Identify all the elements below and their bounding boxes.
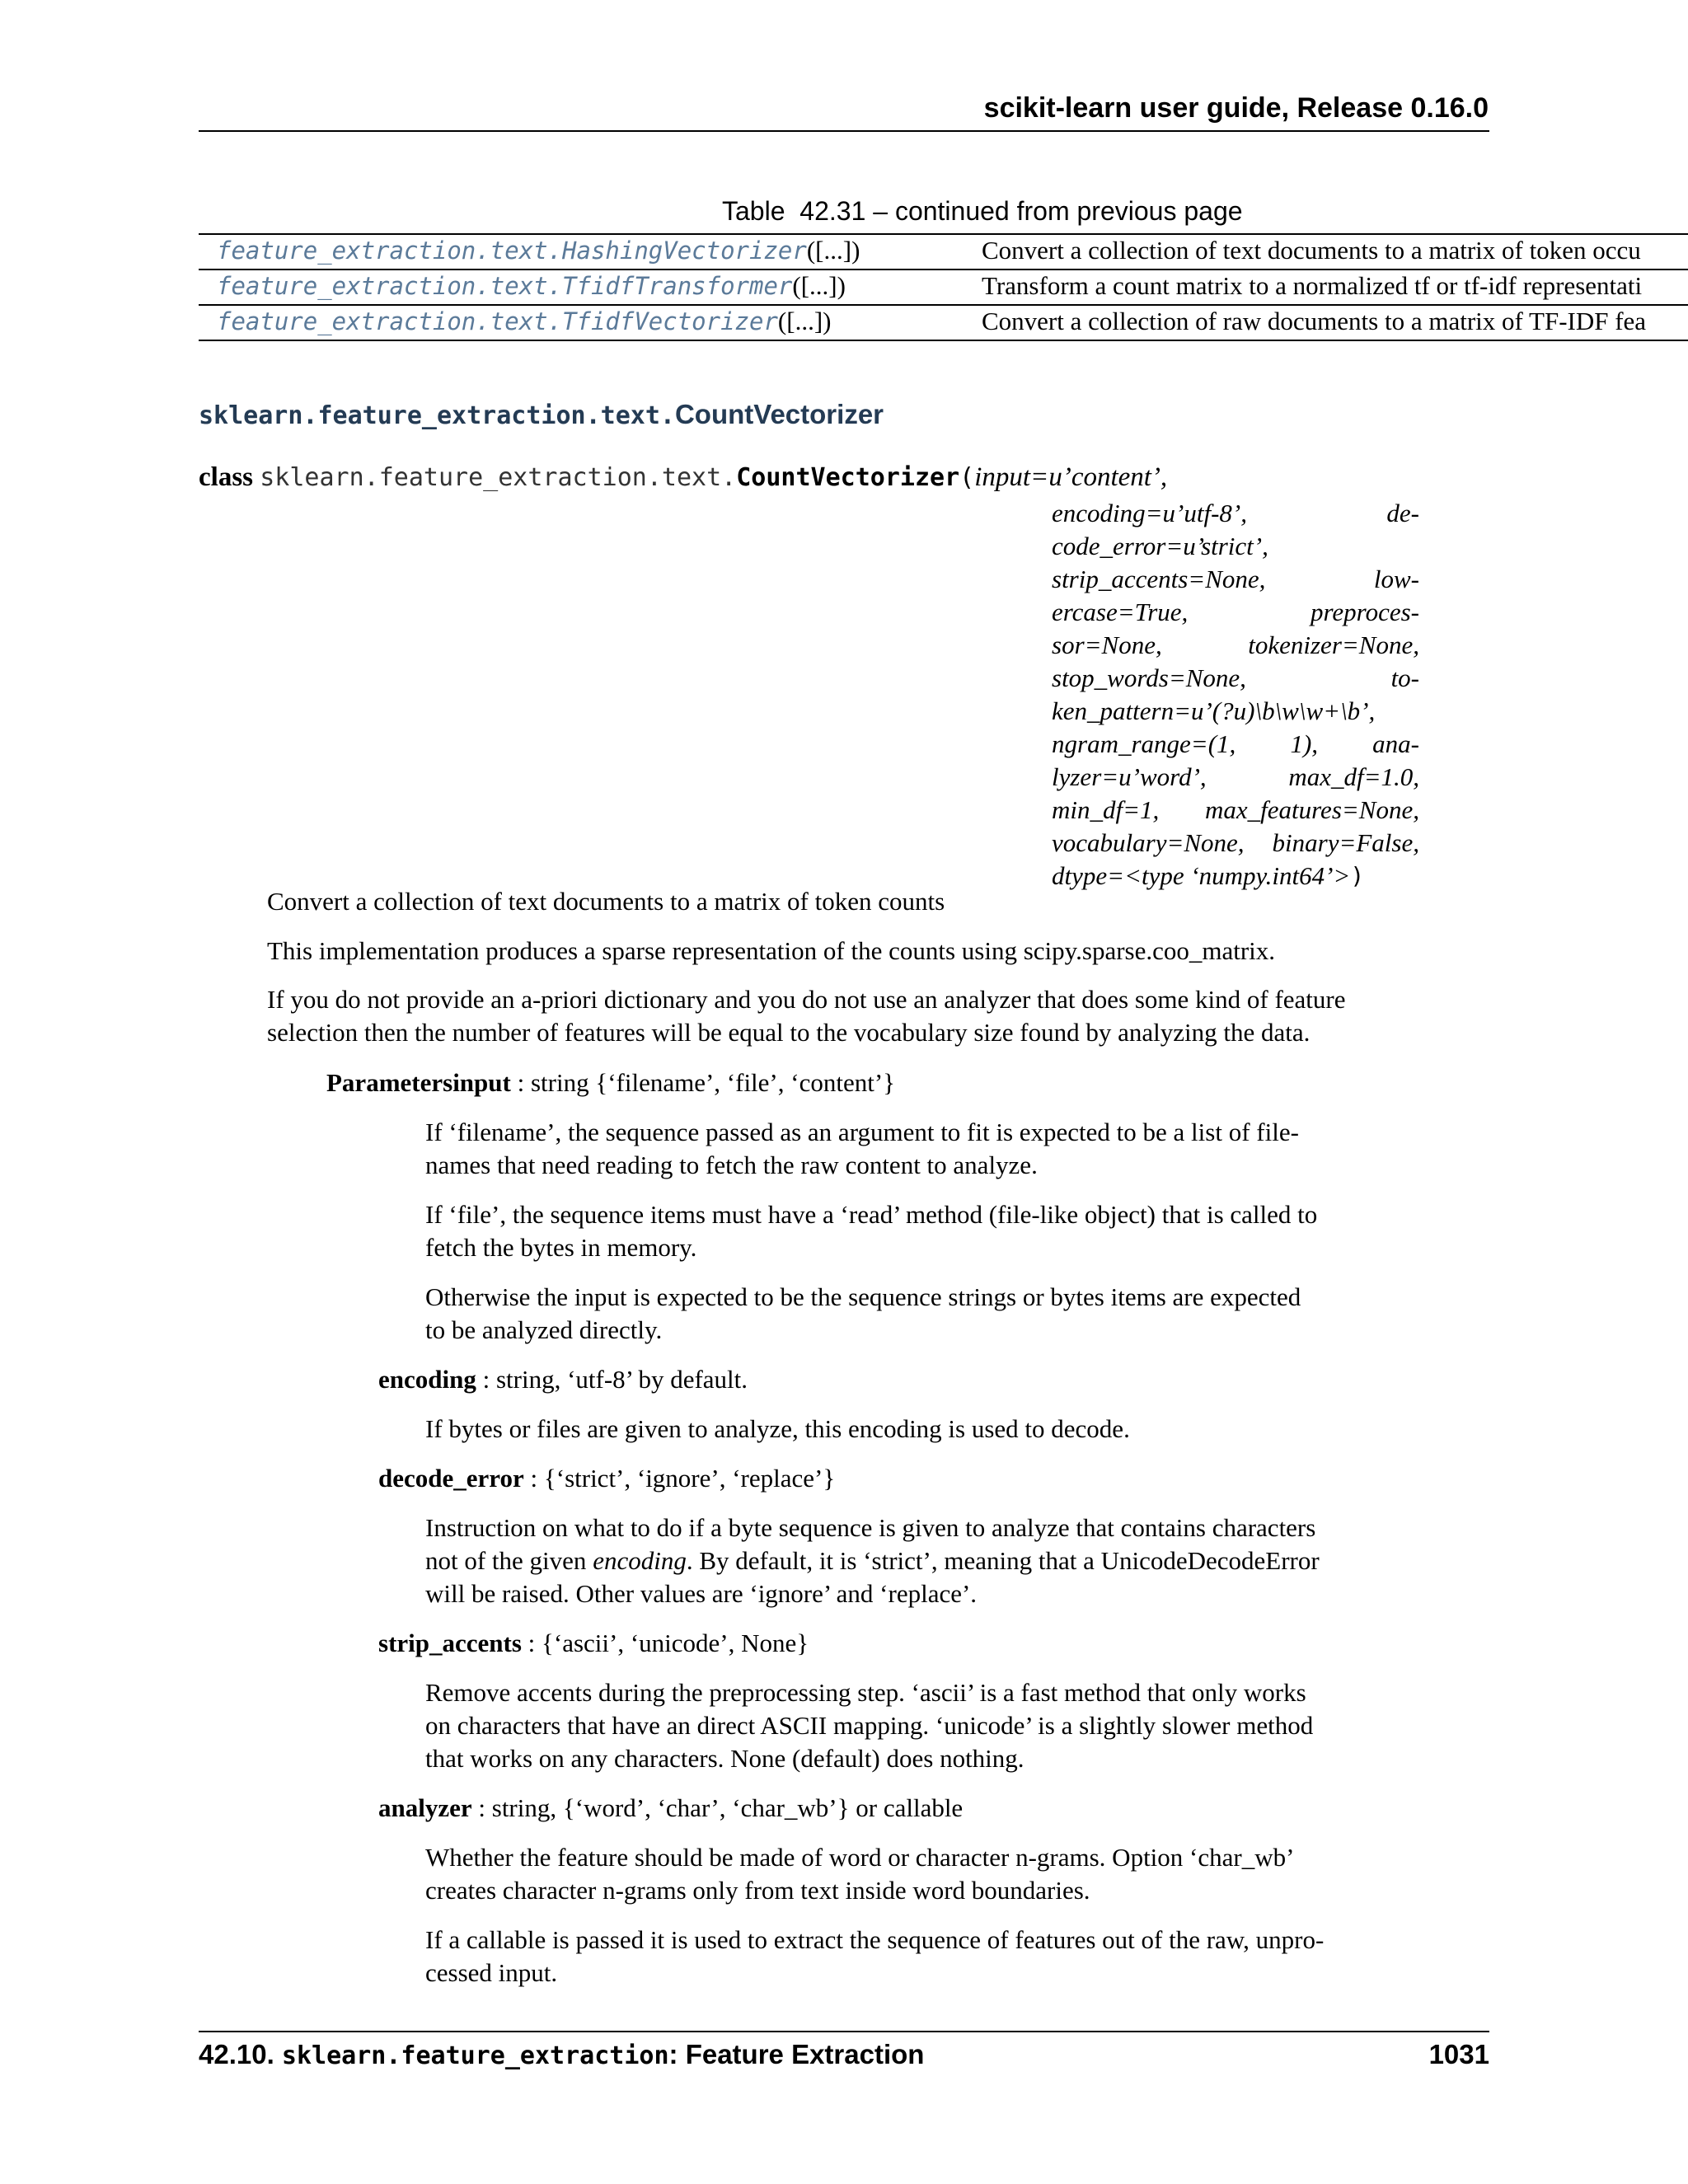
table-row xyxy=(199,304,1688,341)
param-desc-line: will be raised. Other values are ‘ignore’ and ‘replace’. xyxy=(425,1579,978,1608)
param-strip-accents-header xyxy=(378,1627,809,1660)
signature-param-line xyxy=(1052,662,1419,695)
signature-param-text: to- xyxy=(1390,663,1419,692)
signature-parameters xyxy=(1052,497,1419,893)
section-heading-module: sklearn.feature_extraction.text. xyxy=(199,401,675,430)
param-type: : {‘strict’, ‘ignore’, ‘replace’} xyxy=(523,1464,836,1493)
signature-param-text: lyzer=u’word’, xyxy=(1052,762,1207,791)
signature-param-text: binary=False, xyxy=(1272,828,1419,857)
api-name-cell xyxy=(217,271,846,301)
param-desc-line: If ‘file’, the sequence items must have a ‘read’ method (file-like object) that is called to xyxy=(425,1200,1318,1229)
param-name: decode_error xyxy=(378,1464,524,1493)
signature-param-text: dtype=<type ‘numpy.int64’> xyxy=(1052,861,1351,890)
table-row xyxy=(199,269,1688,304)
signature-param-text: ercase=True, xyxy=(1052,598,1189,626)
footer-section-number: 42.10. xyxy=(199,2039,282,2069)
api-link-tfidfvectorizer[interactable]: feature_extraction.text.TfidfVectorizer xyxy=(217,307,778,335)
signature-param-text: preproces- xyxy=(1311,598,1419,626)
api-name-cell xyxy=(217,236,860,265)
signature-param-text: max_df=1.0, xyxy=(1288,762,1419,791)
api-link-hashingvectorizer[interactable]: feature_extraction.text.HashingVectorizer xyxy=(217,237,807,265)
signature-param-line xyxy=(1052,530,1419,563)
feature-note-line-1: If you do not provide an a-priori dictionary and you do not use an analyzer that does some kind of feature xyxy=(267,985,1346,1014)
param-desc-line: Otherwise the input is expected to be the sequence strings or bytes items are expected xyxy=(425,1282,1301,1311)
summary-text: Convert a collection of text documents to a matrix of token counts xyxy=(267,887,945,916)
table-row xyxy=(199,233,1688,269)
signature-param-text: low- xyxy=(1373,565,1419,593)
api-args: ([...]) xyxy=(777,307,832,335)
text-run-italic: encoding xyxy=(593,1546,687,1575)
api-description-cell: Convert a collection of text documents to a matrix of token occu xyxy=(982,236,1641,265)
footer-rule xyxy=(199,2031,1489,2032)
signature-param-line xyxy=(1052,794,1419,827)
param-desc-line: Instruction on what to do if a byte sequence is given to analyze that contains characters xyxy=(425,1513,1316,1542)
api-description-cell: Transform a count matrix to a normalized tf or tf-idf representati xyxy=(982,271,1643,300)
api-description-cell: Convert a collection of raw documents to a matrix of TF-IDF fea xyxy=(982,307,1647,335)
footer-section-title xyxy=(199,2039,924,2070)
api-args: ([...]) xyxy=(792,271,846,300)
param-desc-line: that works on any characters. None (default) does nothing. xyxy=(425,1744,1025,1773)
signature-param-text: strip_accents=None, xyxy=(1052,565,1266,593)
signature-param-text: max_features=None, xyxy=(1205,795,1419,824)
class-name: CountVectorizer xyxy=(736,463,960,492)
class-module: sklearn.feature_extraction.text. xyxy=(260,463,737,492)
param-decode-error-header xyxy=(378,1462,835,1495)
signature-param-text: sor=None, xyxy=(1052,630,1162,659)
close-paren: ) xyxy=(1350,862,1365,889)
param-desc-line: creates character n-grams only from text inside word boundaries. xyxy=(425,1876,1090,1905)
signature-param-text: de- xyxy=(1386,499,1419,527)
class-keyword: class xyxy=(199,462,253,492)
param-desc-line: Remove accents during the preprocessing step. ‘ascii’ is a fast method that only works xyxy=(425,1678,1306,1707)
text-run: not of the given xyxy=(425,1546,593,1575)
parameters-label: Parameters xyxy=(326,1068,453,1097)
table-caption: Table 42.31 – continued from previous page xyxy=(722,196,1243,226)
signature-param-line xyxy=(1052,629,1419,662)
signature-param-text: min_df=1, xyxy=(1052,795,1160,824)
signature-param-line xyxy=(1052,827,1419,860)
footer-module: sklearn.feature_extraction xyxy=(281,2041,669,2070)
param-desc-line xyxy=(425,1544,1320,1577)
page-number: 1031 xyxy=(1428,2039,1489,2069)
signature-param-text: vocabulary=None, xyxy=(1052,828,1245,857)
api-summary-table xyxy=(199,233,1688,341)
signature-param-text: stop_words=None, xyxy=(1052,663,1246,692)
signature-param-line xyxy=(1052,728,1419,761)
param-desc-line: fetch the bytes in memory. xyxy=(425,1233,697,1262)
signature-param-line xyxy=(1052,497,1419,530)
param-analyzer-header xyxy=(378,1792,963,1825)
implementation-note: This implementation produces a sparse representation of the counts using scipy.sparse.coo_matrix. xyxy=(267,936,1276,965)
param-desc-line: If bytes or files are given to analyze, this encoding is used to decode. xyxy=(425,1414,1130,1443)
param-desc-line: Whether the feature should be made of word or character n-grams. Option ‘char_wb’ xyxy=(425,1843,1295,1872)
api-args: ([...]) xyxy=(806,236,860,265)
param-desc-line: If ‘filename’, the sequence passed as an argument to fit is expected to be a list of file- xyxy=(425,1118,1299,1146)
signature-param-text: code_error=u’strict’, xyxy=(1052,532,1268,560)
class-signature xyxy=(199,462,1167,493)
section-heading xyxy=(199,399,884,430)
param-desc-line: on characters that have an direct ASCII mapping. ‘unicode’ is a slightly slower method xyxy=(425,1711,1314,1740)
page-header-title: scikit-learn user guide, Release 0.16.0 xyxy=(983,92,1489,124)
signature-param-line xyxy=(1052,563,1419,596)
param-desc-line: to be analyzed directly. xyxy=(425,1315,663,1344)
param-type: : {‘ascii’, ‘unicode’, None} xyxy=(521,1629,809,1657)
signature-param-line xyxy=(1052,860,1419,893)
feature-note-line-2: selection then the number of features will be equal to the vocabulary size found by analyzing the data. xyxy=(267,1018,1311,1047)
param-encoding-header xyxy=(378,1363,748,1396)
signature-param-text: 1), xyxy=(1290,729,1319,758)
param-desc-line: names that need reading to fetch the raw content to analyze. xyxy=(425,1151,1038,1179)
signature-param-line xyxy=(1052,596,1419,629)
signature-param-text: encoding=u’utf-8’, xyxy=(1052,499,1247,527)
param-type: : string {‘filename’, ‘file’, ‘content’} xyxy=(510,1068,896,1097)
footer-title-text: : Feature Extraction xyxy=(668,2039,925,2069)
open-paren: ( xyxy=(959,463,975,492)
signature-param-text: ngram_range=(1, xyxy=(1052,729,1236,758)
section-heading-name: CountVectorizer xyxy=(674,399,884,429)
param-type: : string, ‘utf-8’ by default. xyxy=(476,1365,748,1394)
param-name: strip_accents xyxy=(378,1629,522,1657)
text-run: . By default, it is ‘strict’, meaning that a UnicodeDecodeError xyxy=(686,1546,1320,1575)
signature-param-line xyxy=(1052,761,1419,794)
param-desc-line: cessed input. xyxy=(425,1958,558,1987)
signature-param-text: ana- xyxy=(1372,729,1419,758)
first-param: input=u’content’, xyxy=(974,462,1168,492)
signature-param-line xyxy=(1052,695,1419,728)
param-desc-line: If a callable is passed it is used to extract the sequence of features out of the raw, unpro- xyxy=(425,1925,1325,1954)
param-name: analyzer xyxy=(378,1793,472,1822)
header-rule xyxy=(199,130,1489,132)
param-type: : string, {‘word’, ‘char’, ‘char_wb’} or callable xyxy=(471,1793,964,1822)
param-name: input xyxy=(452,1068,511,1097)
api-link-tfidftransformer[interactable]: feature_extraction.text.TfidfTransformer xyxy=(217,272,793,300)
signature-param-text: ken_pattern=u’(?u)\b\w\w+\b’, xyxy=(1052,696,1376,725)
api-name-cell xyxy=(217,307,831,336)
param-input-header xyxy=(326,1066,895,1099)
signature-param-text: tokenizer=None, xyxy=(1248,630,1419,659)
param-name: encoding xyxy=(378,1365,476,1394)
